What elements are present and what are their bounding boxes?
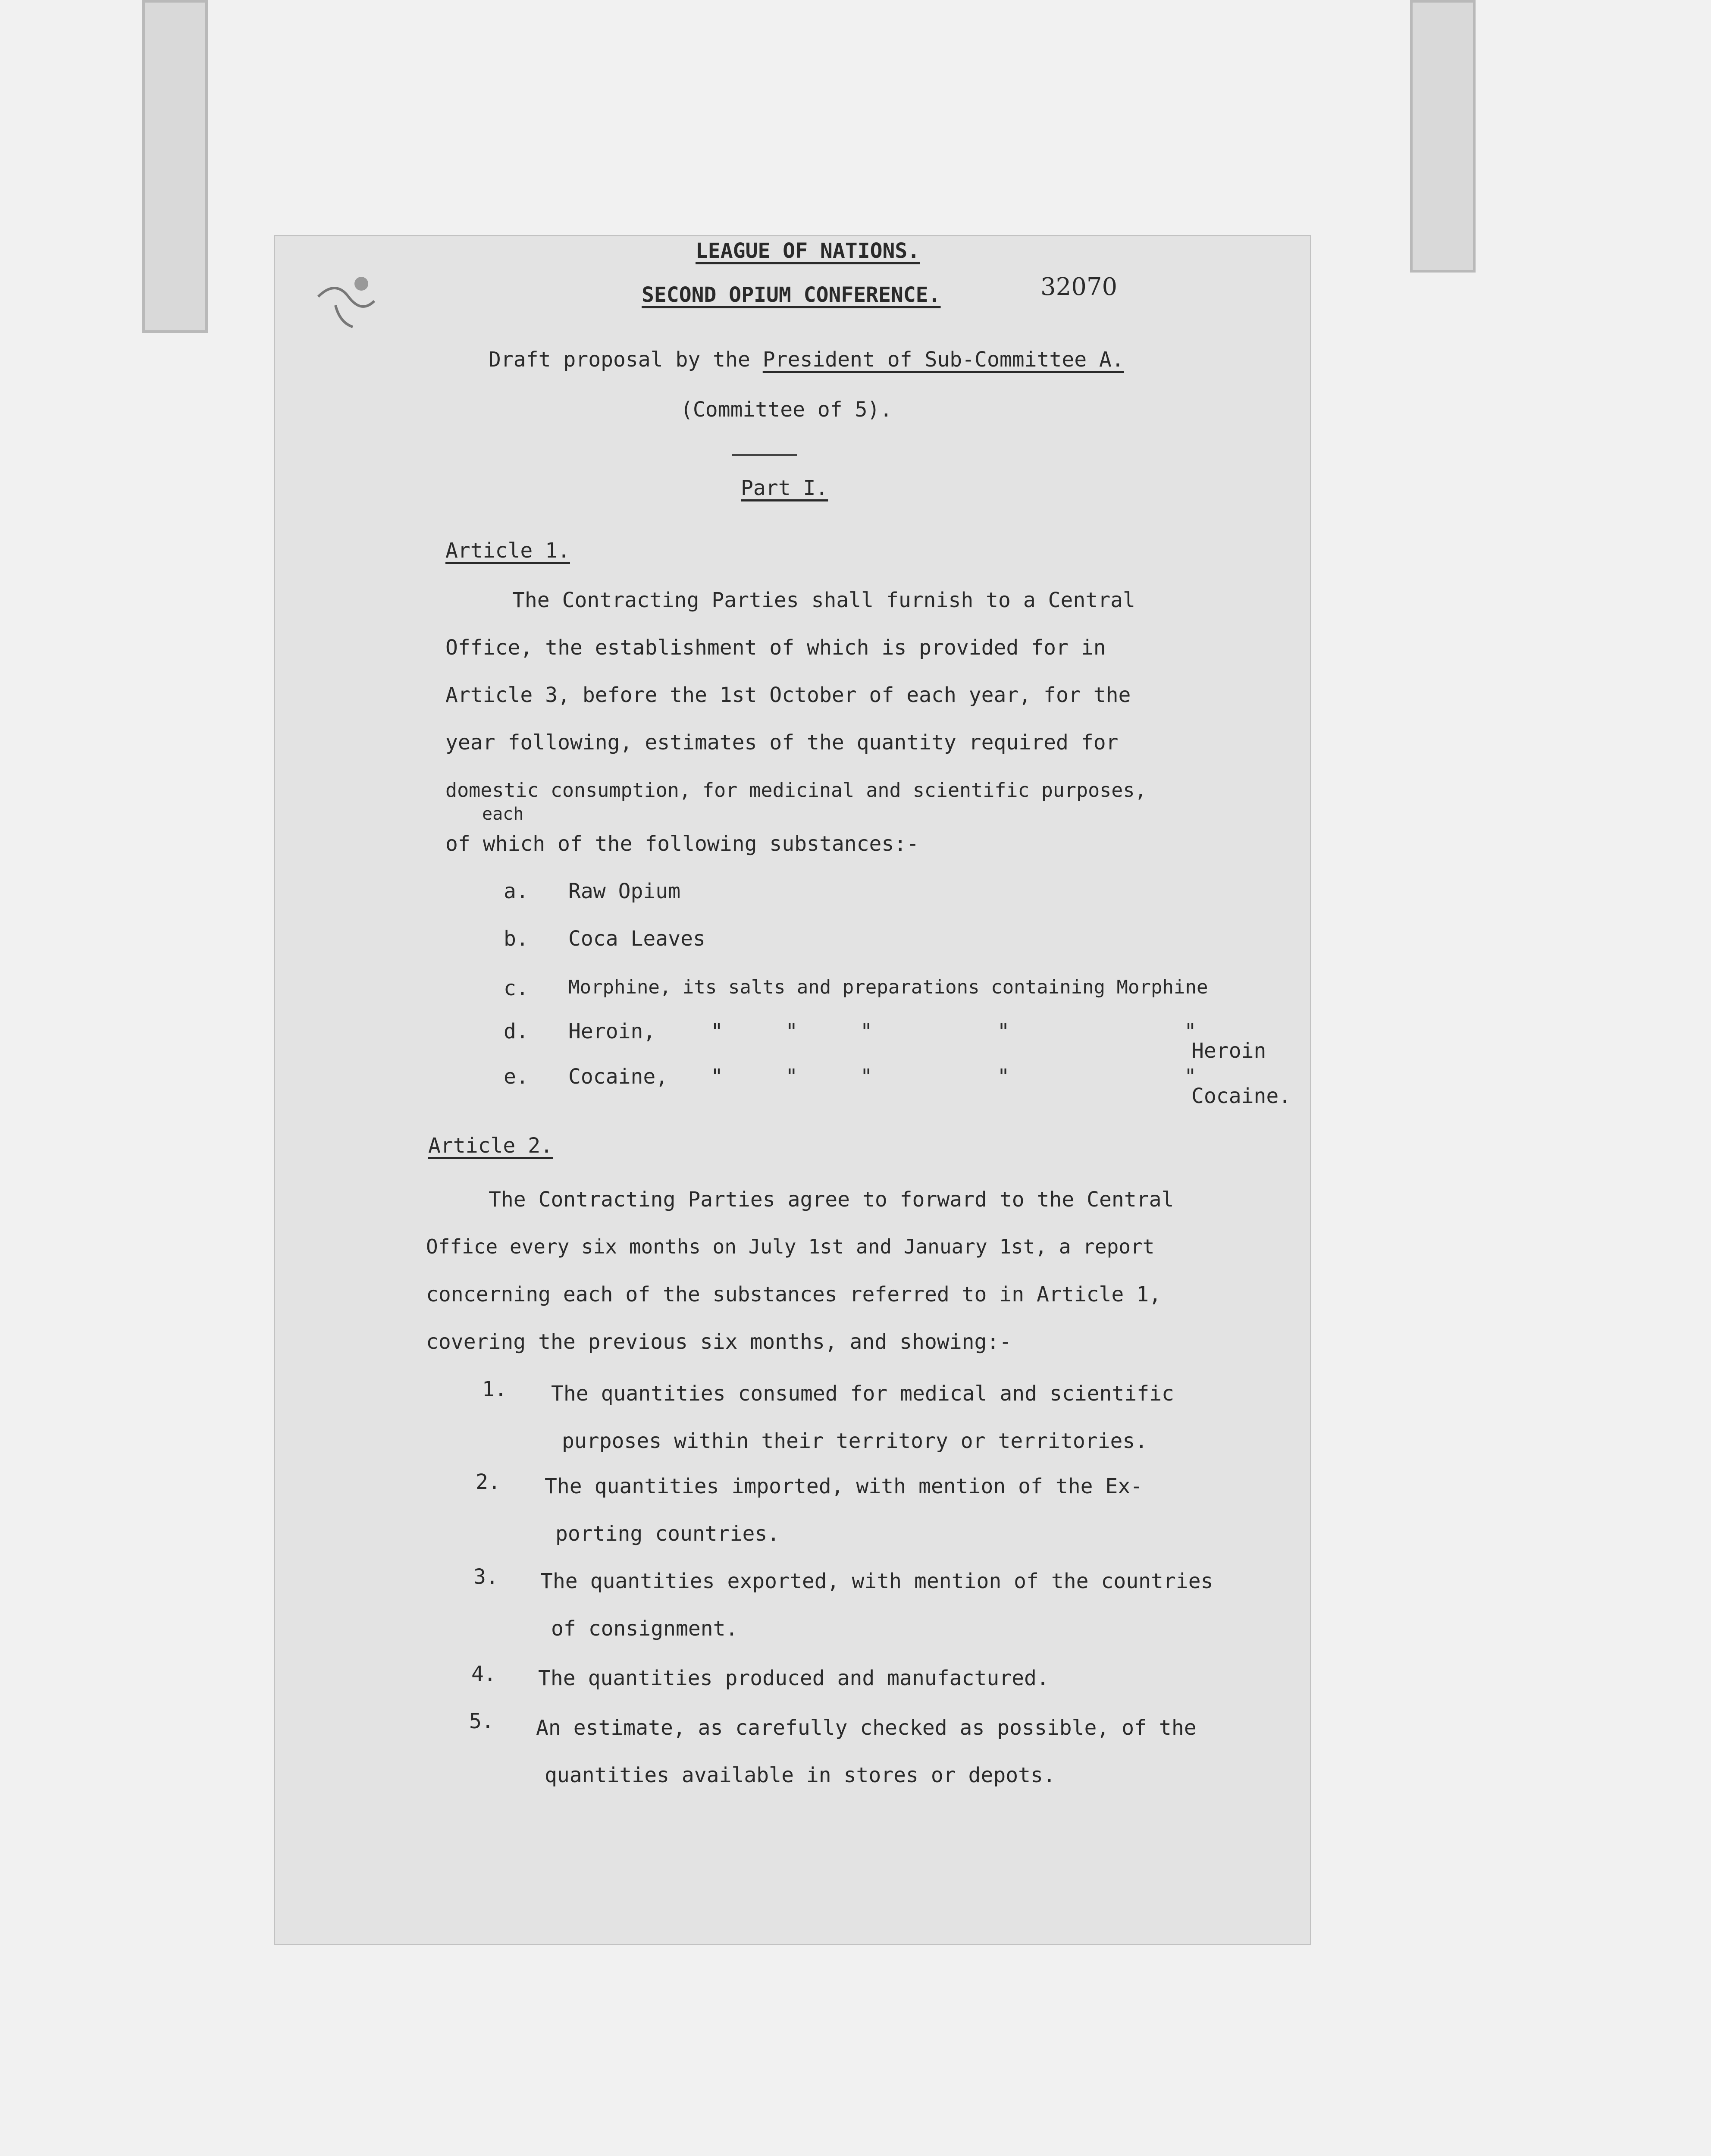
- article-1-line: domestic consumption, for medicinal and scientific purposes,: [445, 779, 1147, 802]
- ditto-marks: " " " " ": [711, 1065, 1197, 1089]
- substance-item-end: Heroin: [1191, 1039, 1266, 1063]
- substance-item: Morphine, its salts and preparations containing Morphine: [568, 976, 1208, 998]
- substance-item: Cocaine,: [568, 1065, 668, 1089]
- article-1-line: year following, estimates of the quantity required for: [445, 730, 1119, 755]
- article-2-line: concerning each of the substances referred to in Article 1,: [426, 1282, 1162, 1307]
- article-1-line: The Contracting Parties shall furnish to a Central: [512, 588, 1135, 612]
- article-2-line: Office every six months on July 1st and January 1st, a report: [426, 1235, 1155, 1258]
- item-number: 1.: [482, 1377, 507, 1401]
- draft-prefix: Draft proposal by the: [489, 348, 763, 372]
- item-number: 4.: [471, 1662, 496, 1686]
- handwritten-mark-icon: [310, 271, 379, 331]
- item-letter: b.: [504, 927, 529, 951]
- report-item-line: of consignment.: [551, 1617, 738, 1641]
- mounting-tape-top-left: [142, 0, 208, 333]
- item-letter: c.: [504, 976, 529, 1000]
- article-2-heading: Article 2.: [428, 1134, 553, 1158]
- item-letter: a.: [504, 879, 529, 903]
- report-item-line: purposes within their territory or territories.: [562, 1429, 1148, 1453]
- substance-item-end: Cocaine.: [1191, 1084, 1291, 1108]
- article-1-heading: Article 1.: [445, 539, 570, 563]
- report-item-line: The quantities produced and manufactured.: [538, 1666, 1049, 1690]
- draft-title: President of Sub-Committee A.: [762, 348, 1124, 372]
- part-heading: Part I.: [741, 476, 828, 500]
- header-organization: LEAGUE OF NATIONS.: [696, 239, 920, 263]
- separator-rule: [732, 454, 797, 456]
- report-item-line: quantities available in stores or depots.: [545, 1763, 1056, 1787]
- substance-item: Heroin,: [568, 1019, 656, 1044]
- substance-item: Coca Leaves: [568, 927, 705, 951]
- article-1-line: Article 3, before the 1st October of each year, for the: [445, 683, 1131, 707]
- document-number: 32070: [1040, 273, 1118, 301]
- report-item-line: porting countries.: [555, 1522, 780, 1546]
- committee-line: (Committee of 5).: [680, 398, 893, 422]
- handwritten-insertion: each: [482, 804, 524, 824]
- header-conference: SECOND OPIUM CONFERENCE.: [642, 283, 941, 307]
- item-number: 3.: [473, 1565, 498, 1589]
- article-2-line: The Contracting Parties agree to forward to the Central: [489, 1188, 1174, 1212]
- item-letter: d.: [504, 1019, 529, 1044]
- article-1-line: Office, the establishment of which is provided for in: [445, 636, 1106, 660]
- typed-document-page: [274, 235, 1311, 1945]
- item-number: 2.: [476, 1470, 501, 1494]
- report-item-line: The quantities imported, with mention of the Ex-: [545, 1474, 1143, 1498]
- article-2-line: covering the previous six months, and showing:-: [426, 1330, 1012, 1354]
- mounting-tape-top-right: [1410, 0, 1476, 273]
- substance-item: Raw Opium: [568, 879, 681, 903]
- item-letter: e.: [504, 1065, 529, 1089]
- report-item-line: An estimate, as carefully checked as possible, of the: [536, 1716, 1197, 1740]
- report-item-line: The quantities exported, with mention of the countries: [540, 1569, 1213, 1593]
- report-item-line: The quantities consumed for medical and scientific: [551, 1382, 1174, 1406]
- item-number: 5.: [469, 1709, 494, 1733]
- draft-proposal-line: [489, 349, 1124, 370]
- article-1-line: of which of the following substances:-: [445, 832, 919, 856]
- ditto-marks: " " " " ": [711, 1019, 1197, 1044]
